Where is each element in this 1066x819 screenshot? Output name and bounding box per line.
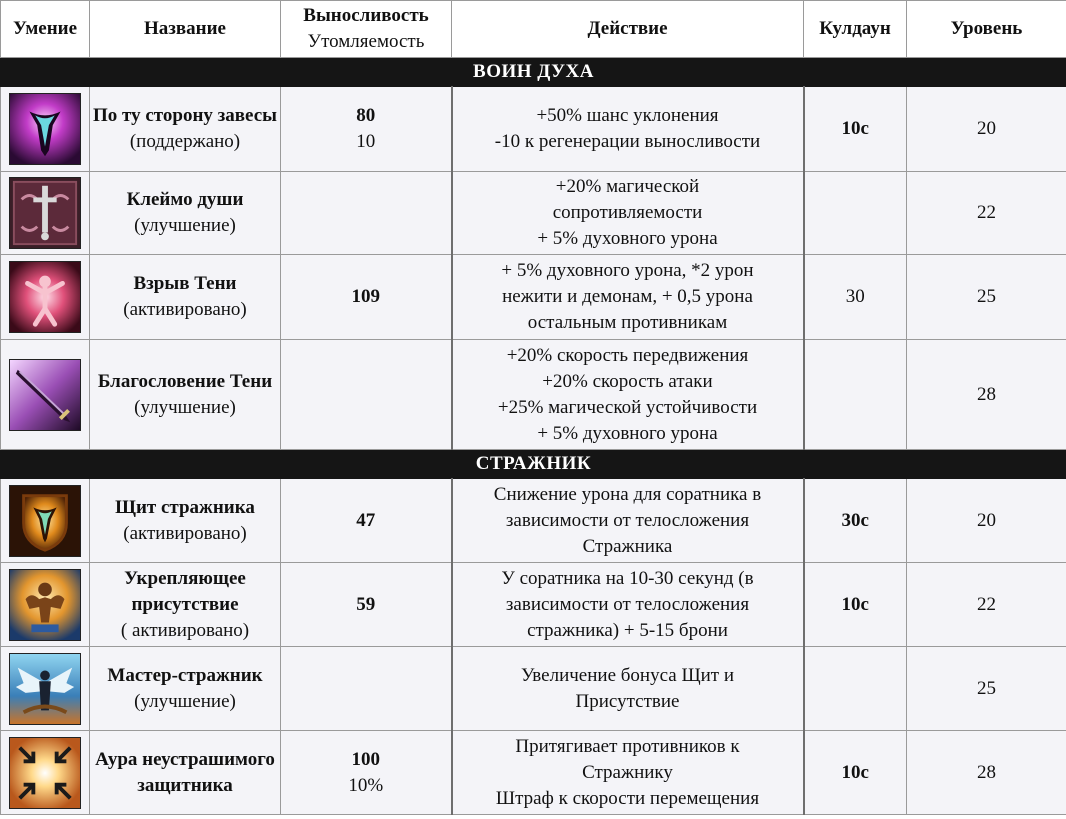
stamina-cell (281, 255, 452, 340)
fearless-aura-icon (1, 737, 89, 809)
action-line: Присутствие (575, 690, 680, 712)
action-line: + 5% духовного урона, *2 урон (501, 260, 754, 281)
action-line: Увеличение бонуса Щит и (521, 664, 734, 686)
skill-name-cell (90, 340, 281, 450)
skill-icon-cell (1, 172, 90, 255)
skill-type: (улучшение) (134, 396, 236, 418)
action-line: зависимости от телосложения (505, 593, 750, 615)
skill-type: (улучшение) (134, 690, 236, 712)
level-value: 28 (907, 731, 1066, 815)
cooldown-value: 10с (804, 87, 907, 172)
action-line: +20% скорость атаки (542, 370, 713, 392)
skill-icon-cell (1, 340, 90, 450)
guardian-shield-icon (1, 485, 89, 557)
level-value: 25 (907, 647, 1066, 731)
cooldown-value: 10с (804, 563, 907, 647)
action-line: + 5% духовного урона (537, 422, 718, 444)
action-line: +25% магической устойчивости (497, 396, 758, 418)
col-header-action: Действие (452, 1, 804, 58)
stamina-value: 80 (356, 105, 376, 126)
col-header-stamina-sub: Утомляемость (307, 31, 425, 52)
col-header-cooldown: Кулдаун (804, 1, 907, 58)
stamina-cell (281, 731, 452, 815)
col-header-skill: Умение (1, 1, 90, 58)
stamina-cell (281, 340, 452, 450)
skill-name: Аура неустрашимого защитника (95, 748, 275, 796)
level-value: 22 (907, 172, 1066, 255)
stamina-cell (281, 647, 452, 731)
veil-dodge-icon (1, 93, 89, 165)
skill-name-cell (90, 563, 281, 647)
skill-name-cell (90, 87, 281, 172)
action-line: стражника) + 5-15 брони (527, 619, 728, 641)
cooldown-value: 10с (804, 731, 907, 815)
action-cell (452, 87, 804, 172)
skill-row (1, 563, 1066, 647)
action-cell (452, 479, 804, 563)
action-line: Притягивает противников к (515, 735, 740, 757)
section-header (1, 58, 1066, 87)
col-header-name: Название (90, 1, 281, 58)
action-cell (452, 340, 804, 450)
skill-name-cell (90, 255, 281, 340)
skill-type: (улучшение) (134, 215, 236, 236)
soul-brand-icon (1, 177, 89, 249)
skill-row (1, 731, 1066, 815)
stamina-cell (281, 479, 452, 563)
skill-name: По ту сторону завесы (93, 105, 277, 126)
skill-name: Клеймо души (126, 189, 244, 210)
level-value: 25 (907, 255, 1066, 340)
skill-icon-cell (1, 255, 90, 340)
shadow-blast-icon (1, 261, 89, 333)
col-header-stamina-main: Выносливость (303, 5, 429, 26)
level-value: 20 (907, 87, 1066, 172)
skill-row (1, 340, 1066, 450)
skill-name: Мастер-стражник (107, 664, 263, 686)
action-line: Штраф к скорости перемещения (495, 787, 760, 809)
skill-type: (активировано) (123, 522, 247, 544)
stamina-value: 100 (351, 748, 380, 770)
action-line: Стражнику (582, 761, 673, 783)
action-line: Стражника (582, 535, 673, 557)
col-header-stamina (281, 1, 452, 58)
stamina-cell (281, 172, 452, 255)
action-line: Снижение урона для соратника в (493, 483, 762, 505)
skill-type: (активировано) (123, 299, 247, 320)
skill-row (1, 255, 1066, 340)
level-value: 20 (907, 479, 1066, 563)
action-line: зависимости от телосложения (505, 509, 750, 531)
action-line: сопротивляемости (552, 202, 703, 223)
skill-name-cell (90, 172, 281, 255)
skill-icon-cell (1, 479, 90, 563)
shadow-blessing-icon (1, 359, 89, 431)
action-cell (452, 731, 804, 815)
skill-name: Взрыв Тени (133, 273, 237, 294)
section-header (1, 450, 1066, 479)
skill-row (1, 647, 1066, 731)
action-cell (452, 647, 804, 731)
stamina-value: 59 (356, 593, 376, 615)
cooldown-value (804, 340, 907, 450)
cooldown-value: 30 (804, 255, 907, 340)
level-value: 28 (907, 340, 1066, 450)
action-line: +20% скорость передвижения (506, 344, 749, 366)
action-line: + 5% духовного урона (537, 228, 718, 249)
skill-icon-cell (1, 87, 90, 172)
fortifying-presence-icon (1, 569, 89, 641)
skill-name: Благословение Тени (97, 370, 273, 392)
cooldown-value (804, 647, 907, 731)
skill-icon-cell (1, 731, 90, 815)
action-line: +20% магической (555, 176, 700, 197)
skill-row (1, 87, 1066, 172)
action-line: У соратника на 10-30 секунд (в (501, 567, 754, 589)
action-cell (452, 255, 804, 340)
action-line: нежити и демонам, + 0,5 урона (502, 286, 753, 307)
stamina-cell (281, 87, 452, 172)
stamina-value: 47 (356, 509, 376, 531)
action-line: остальным противникам (527, 312, 728, 333)
master-guardian-icon (1, 653, 89, 725)
fatigue-value: 10 (356, 131, 376, 152)
skill-name-cell (90, 647, 281, 731)
skill-name-cell (90, 731, 281, 815)
section-title: СТРАЖНИК (1, 450, 1066, 479)
skill-name: Укрепляющее присутствие (124, 567, 246, 615)
cooldown-value: 30с (804, 479, 907, 563)
skill-type: (поддержано) (129, 131, 241, 152)
action-line: -10 к регенерации выносливости (494, 131, 761, 152)
skill-icon-cell (1, 647, 90, 731)
col-header-level: Уровень (907, 1, 1066, 58)
skill-name: Щит стражника (115, 496, 255, 518)
stamina-value: 109 (351, 286, 380, 307)
skill-type: ( активировано) (120, 619, 250, 641)
skill-row (1, 172, 1066, 255)
cooldown-value (804, 172, 907, 255)
action-cell (452, 563, 804, 647)
action-cell (452, 172, 804, 255)
fatigue-value: 10% (348, 774, 384, 796)
section-title: ВОИН ДУХА (1, 58, 1066, 87)
stamina-cell (281, 563, 452, 647)
action-line: +50% шанс уклонения (536, 105, 719, 126)
skill-name-cell (90, 479, 281, 563)
skill-row (1, 479, 1066, 563)
level-value: 22 (907, 563, 1066, 647)
skill-icon-cell (1, 563, 90, 647)
